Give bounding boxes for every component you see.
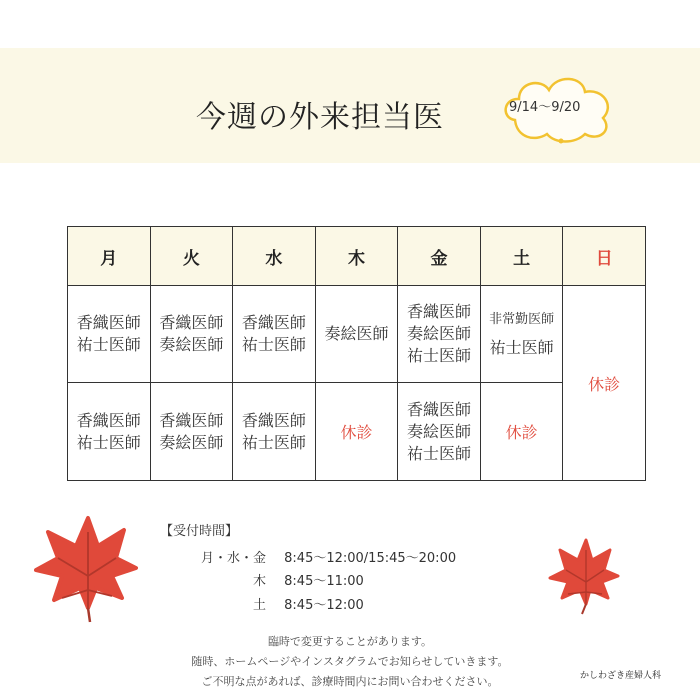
closed-label: 休診: [505, 423, 538, 442]
closed-label: 休診: [588, 374, 621, 394]
doctor-name: 奏絵医師: [159, 432, 224, 452]
notice-text: [0, 632, 700, 692]
doctor-name: 奏絵医師: [407, 421, 472, 441]
doctor-name: 非常勤医師: [489, 312, 555, 327]
cell-wed-am: [233, 286, 316, 383]
day-fri: 金: [398, 227, 481, 286]
doctor-name: 香織医師: [76, 410, 141, 430]
doctor-name: 祐士医師: [407, 443, 472, 463]
doctor-name: 香織医師: [76, 313, 141, 332]
cell-mon-am: [68, 286, 151, 383]
closed-label: 休診: [340, 423, 373, 442]
doctor-name: 香織医師: [241, 313, 306, 332]
doctor-name: 奏絵医師: [159, 335, 224, 354]
notice-line: 臨時で変更することがあります。: [267, 635, 433, 648]
cell-fri-pm: [398, 383, 481, 481]
day-sun: 日: [563, 227, 646, 286]
day-thu: 木: [315, 227, 398, 286]
hours-row: [178, 594, 364, 613]
day-header-row: [68, 227, 646, 286]
doctor-name: 祐士医師: [76, 335, 141, 354]
cell-thu-pm: [315, 383, 398, 481]
day-sat: 土: [480, 227, 563, 286]
hours-row: [178, 570, 364, 589]
day-tue: 火: [150, 227, 233, 286]
maple-leaf-icon: [32, 512, 138, 624]
cell-sun: [563, 286, 646, 481]
date-range: 9/14〜9/20: [509, 100, 581, 115]
cell-tue-am: [150, 286, 233, 383]
doctor-name: 祐士医師: [241, 335, 306, 354]
doctor-name: 香織医師: [407, 399, 472, 419]
cell-sat-am: [480, 286, 563, 383]
cell-fri-am: [398, 286, 481, 383]
doctor-name: 香織医師: [159, 410, 224, 430]
cell-thu-am: [315, 286, 398, 383]
doctor-name: 祐士医師: [407, 346, 472, 365]
doctor-name: 香織医師: [241, 410, 306, 430]
hours-time: 8:45〜12:00/15:45〜20:00: [284, 551, 457, 566]
day-mon: 月: [68, 227, 151, 286]
notice-line: 随時、ホームページやインスタグラムでお知らせしていきます。: [191, 655, 509, 668]
hours-time: 8:45〜11:00: [284, 574, 364, 589]
hours-days: 月・水・金: [200, 551, 266, 566]
page-title: 今週の外来担当医: [196, 100, 444, 135]
doctor-name: 祐士医師: [241, 432, 306, 452]
cell-tue-pm: [150, 383, 233, 481]
hours-time: 8:45〜12:00: [284, 598, 364, 613]
doctor-name: 香織医師: [407, 302, 472, 321]
afternoon-row: [68, 383, 646, 481]
clinic-name: かしわざき産婦人科: [580, 671, 662, 681]
date-badge: [495, 68, 620, 148]
doctor-name: 奏絵医師: [324, 324, 389, 343]
cell-sat-pm: [480, 383, 563, 481]
cell-wed-pm: [233, 383, 316, 481]
hours-days: 土: [252, 598, 266, 613]
doctor-name: 香織医師: [159, 313, 224, 332]
morning-row: [68, 286, 646, 383]
cell-mon-pm: [68, 383, 151, 481]
doctor-name: 祐士医師: [489, 338, 554, 357]
hours-heading: 【受付時間】: [160, 524, 239, 539]
doctor-name: 祐士医師: [76, 432, 141, 452]
doctor-schedule-table: [67, 226, 646, 481]
hours-days: 木: [252, 574, 266, 589]
doctor-name: 奏絵医師: [407, 324, 472, 343]
day-wed: 水: [233, 227, 316, 286]
notice-line: ご不明な点があれば、診療時間内にお問い合わせください。: [201, 675, 499, 688]
maple-leaf-icon: [548, 536, 620, 616]
hours-row: [178, 547, 456, 566]
